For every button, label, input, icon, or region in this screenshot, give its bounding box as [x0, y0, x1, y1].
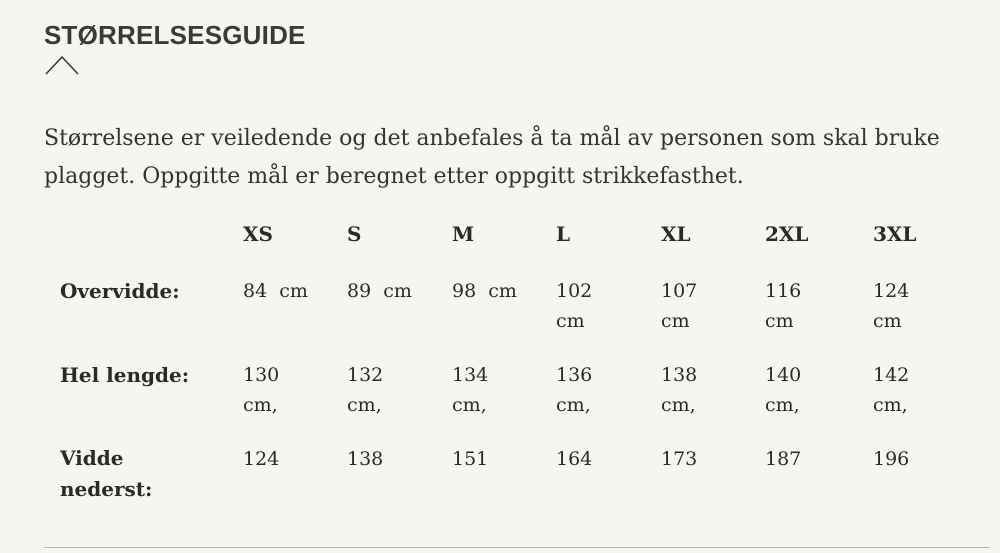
table-cell: 98 cm: [452, 280, 517, 302]
table-cell: 140 cm,: [765, 364, 802, 416]
table-cell: 196: [873, 448, 910, 470]
row-label-overvidde: Overvidde:: [60, 279, 180, 303]
row-label-hel-lengde: Hel lengde:: [60, 363, 190, 387]
table-cell: 138: [347, 448, 384, 470]
size-header-m: M: [452, 222, 475, 246]
size-header-l: L: [556, 222, 571, 246]
table-cell: 116 cm: [765, 280, 802, 332]
size-header-2xl: 2XL: [765, 222, 809, 246]
table-cell: 134 cm,: [452, 364, 489, 416]
size-guide-title: STØRRELSESGUIDE: [44, 20, 306, 50]
table-cell: 142 cm,: [873, 364, 910, 416]
size-guide-intro: Størrelsene er veiledende og det anbefales å ta mål av personen som skal bruke plagget. Oppgitte mål er beregnet etter oppgitt strikkefasthet.: [44, 126, 940, 189]
section-divider: [44, 547, 990, 548]
table-cell: 124: [243, 448, 280, 470]
table-cell: 107 cm: [661, 280, 698, 332]
row-label-vidde-nederst: Vidde nederst:: [60, 446, 153, 501]
table-cell: 138 cm,: [661, 364, 698, 416]
size-header-xl: XL: [661, 222, 691, 246]
table-cell: 124 cm: [873, 280, 910, 332]
table-cell: 102 cm: [556, 280, 593, 332]
table-cell: 136 cm,: [556, 364, 593, 416]
table-cell: 164: [556, 448, 593, 470]
table-cell: 130 cm,: [243, 364, 280, 416]
table-cell: 84 cm: [243, 280, 308, 302]
table-cell: 173: [661, 448, 698, 470]
table-cell: 187: [765, 448, 802, 470]
size-header-xs: XS: [243, 222, 273, 246]
table-cell: 151: [452, 448, 489, 470]
size-header-3xl: 3XL: [873, 222, 917, 246]
table-cell: 89 cm: [347, 280, 412, 302]
table-cell: 132 cm,: [347, 364, 384, 416]
size-header-s: S: [347, 222, 362, 246]
